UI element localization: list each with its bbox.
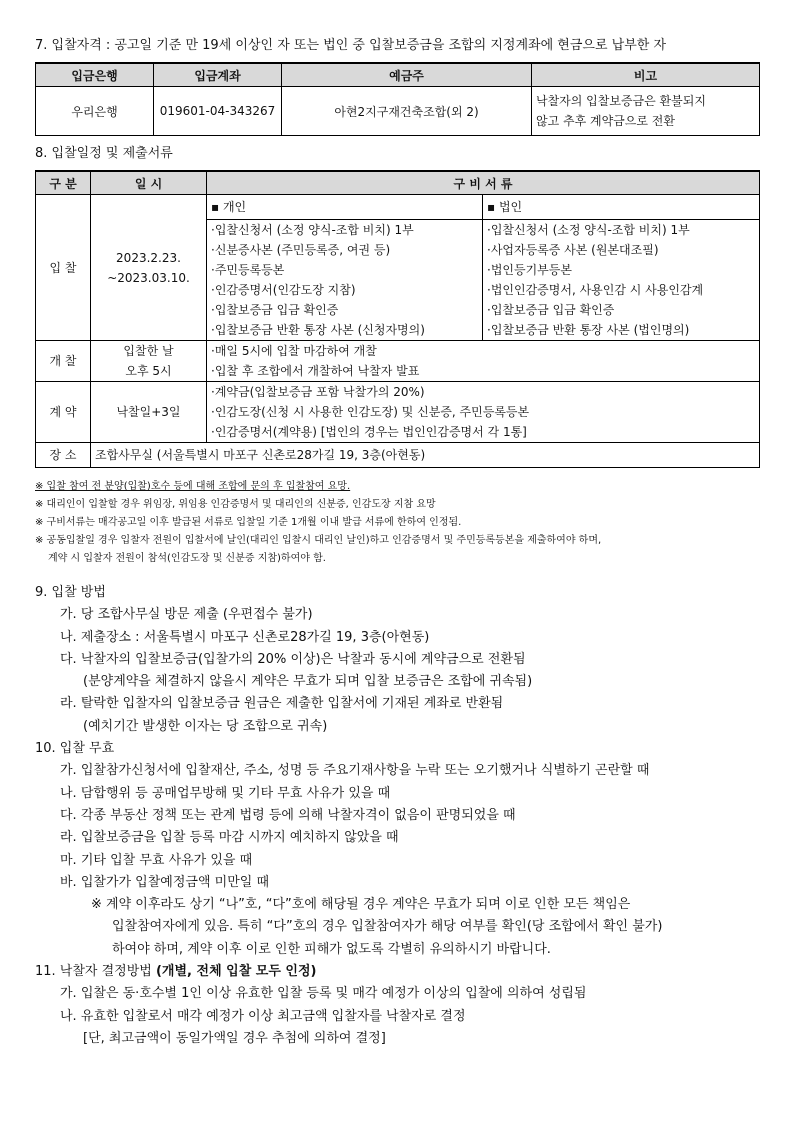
account-holder: 아현2지구재건축조합(외 2) <box>282 87 532 136</box>
list-item: 바. 입찰가가 입찰예정금액 미만일 때 <box>60 874 270 890</box>
contract-label: 계 약 <box>36 382 91 443</box>
list-item: 가. 당 조합사무실 방문 제출 (우편접수 불가) <box>60 607 313 623</box>
list-item: 다. 낙찰자의 입찰보증금(입찰가의 20% 이상)은 낙찰과 동시에 계약금으로 전환됨 <box>60 651 526 667</box>
place-value: 조합사무실 (서울특별시 마포구 신촌로28가길 19, 3층(아현동) <box>91 443 760 468</box>
header-bank: 입금은행 <box>36 63 154 87</box>
deposit-account-table <box>35 62 760 136</box>
section-7-title: 7. 입찰자격 : 공고일 기준 만 19세 이상인 자 또는 법인 중 입찰보증금을 조합의 지정계좌에 현금으로 납부한 자 <box>35 38 667 53</box>
deposit-note: 낙찰자의 입찰보증금은 환불되지 않고 추후 계약금으로 전환 <box>532 87 760 136</box>
list-item: [단, 최고금액이 동일가액일 경우 추첨에 의하여 결정] <box>83 1030 386 1046</box>
corporate-header: ▪ 법인 <box>483 195 760 220</box>
list-item: 가. 입찰참가신청서에 입찰재산, 주소, 성명 등 주요기재사항을 누락 또는 오기했거나 식별하기 곤란할 때 <box>60 763 650 779</box>
section-9 <box>35 582 759 738</box>
header-date: 일 시 <box>91 171 207 195</box>
note-item: ※ 공동입찰일 경우 입찰자 전원이 입찰서에 날인(대리인 입찰시 대리인 날인)하고 인감증명서 및 주민등록등본을 제출하여야 하며, <box>35 535 602 546</box>
table-row <box>36 443 760 468</box>
list-item: (예치기간 발생한 이자는 당 조합으로 귀속) <box>83 718 328 734</box>
note-item: ※ 대리인이 입찰할 경우 위임장, 위임용 인감증명서 및 대리인의 신분증, 인감도장 지참 요망 <box>35 499 436 510</box>
list-item: 라. 탈락한 입찰자의 입찰보증금 원금은 제출한 입찰서에 기재된 계좌로 반환됨 <box>60 696 504 712</box>
place-label: 장 소 <box>36 443 91 468</box>
list-item: 나. 제출장소 : 서울특별시 마포구 신촌로28가길 19, 3층(아현동) <box>60 629 430 645</box>
corporate-docs: ·입찰신청서 (소정 양식-조합 비치) 1부 ·사업자등록증 사본 (원본대조필) ·법인등기부등본 ·법인인감증명서, 사용인감 시 사용인감계 ·입찰보증금 입금 확인증 ·입찰보증금 반환 통장 사본 (법인명의) <box>483 220 760 341</box>
opening-date: 입찰한 날 오후 5시 <box>91 341 207 382</box>
caution-note: 입찰참여자에게 있음. 특히 “다”호의 경우 입찰참여자가 해당 여부를 확인(당 조합에서 확인 불가) <box>112 919 663 935</box>
section-10-title: 10. 입찰 무효 <box>35 741 115 757</box>
caution-note: 하여야 하며, 계약 이후 이로 인한 피해가 없도록 각별히 유의하시기 바랍니다. <box>112 941 551 957</box>
list-item: 다. 각종 부동산 정책 또는 관계 법령 등에 의해 낙찰자격이 없음이 판명되었을 때 <box>60 807 516 823</box>
table-header-row <box>36 171 760 195</box>
list-item: 나. 유효한 입찰로서 매각 예정가 이상 최고금액 입찰자를 낙찰자로 결정 <box>60 1008 466 1024</box>
caution-note: ※ 계약 이후라도 상기 “나”호, “다”호에 해당될 경우 계약은 무효가 되며 이로 인한 모든 책임은 <box>91 897 631 913</box>
note-item: 계약 시 입찰자 전원이 참석(인감도장 및 신분증 지참)하여야 함. <box>48 553 326 564</box>
table-header-row <box>36 63 760 87</box>
schedule-table <box>35 170 760 468</box>
section-8-title: 8. 입찰일정 및 제출서류 <box>35 146 173 161</box>
contract-date: 낙찰일+3일 <box>91 382 207 443</box>
list-item: 마. 기타 입찰 무효 사유가 있을 때 <box>60 852 253 868</box>
note-item: ※ 구비서류는 매각공고일 이후 발급된 서류로 입찰일 기준 1개월 이내 발급 서류에 한하여 인정됨. <box>35 517 462 528</box>
contract-docs: ·계약금(입찰보증금 포함 낙찰가의 20%) ·인감도장(신청 시 사용한 인감도장) 및 신분증, 주민등록등본 ·인감증명서(계약용) [법인의 경우는 법인인감증명서 각 1통] <box>207 382 760 443</box>
list-item: 라. 입찰보증금을 입찰 등록 마감 시까지 예치하지 않았을 때 <box>60 830 399 846</box>
header-holder: 예금주 <box>282 63 532 87</box>
header-division: 구 분 <box>36 171 91 195</box>
list-item: (분양계약을 체결하지 않을시 계약은 무효가 되며 입찰 보증금은 조합에 귀속됨) <box>83 674 533 690</box>
opening-label: 개 찰 <box>36 341 91 382</box>
header-documents: 구 비 서 류 <box>207 171 760 195</box>
table-row <box>36 382 760 443</box>
header-note: 비고 <box>532 63 760 87</box>
individual-header: ▪ 개인 <box>207 195 483 220</box>
table-row <box>36 341 760 382</box>
list-item: 나. 담합행위 등 공매업무방해 및 기타 무효 사유가 있을 때 <box>60 785 391 801</box>
individual-docs: ·입찰신청서 (소정 양식-조합 비치) 1부 ·신분증사본 (주민등록증, 여권 등) ·주민등록등본 ·인감증명서(인감도장 지참) ·입찰보증금 입금 확인증 ·입찰보증금 반환 통장 사본 (신청자명의) <box>207 220 483 341</box>
table-row <box>36 195 760 220</box>
bid-date: 2023.2.23. ~2023.03.10. <box>91 195 207 341</box>
account-number: 019601-04-343267 <box>154 87 282 136</box>
opening-docs: ·매일 5시에 입찰 마감하여 개찰 ·입찰 후 조합에서 개찰하여 낙찰자 발표 <box>207 341 760 382</box>
section-11 <box>35 961 759 1050</box>
note-item: ※ 입찰 참여 전 분양(입찰)호수 등에 대해 조합에 문의 후 입찰참여 요망. <box>35 481 351 492</box>
bid-label: 입 찰 <box>36 195 91 341</box>
header-account: 입금계좌 <box>154 63 282 87</box>
section-10 <box>35 738 759 961</box>
list-item: 가. 입찰은 동·호수별 1인 이상 유효한 입찰 등록 및 매각 예정가 이상의 입찰에 의하여 성립됨 <box>60 986 587 1002</box>
document-page <box>35 36 759 1050</box>
section-9-title: 9. 입찰 방법 <box>35 585 106 600</box>
section-11-title: 11. 낙찰자 결정방법 (개별, 전체 입찰 모두 인정) <box>35 964 317 980</box>
table-row <box>36 87 760 136</box>
notes-block <box>35 478 759 568</box>
bank-name: 우리은행 <box>36 87 154 136</box>
